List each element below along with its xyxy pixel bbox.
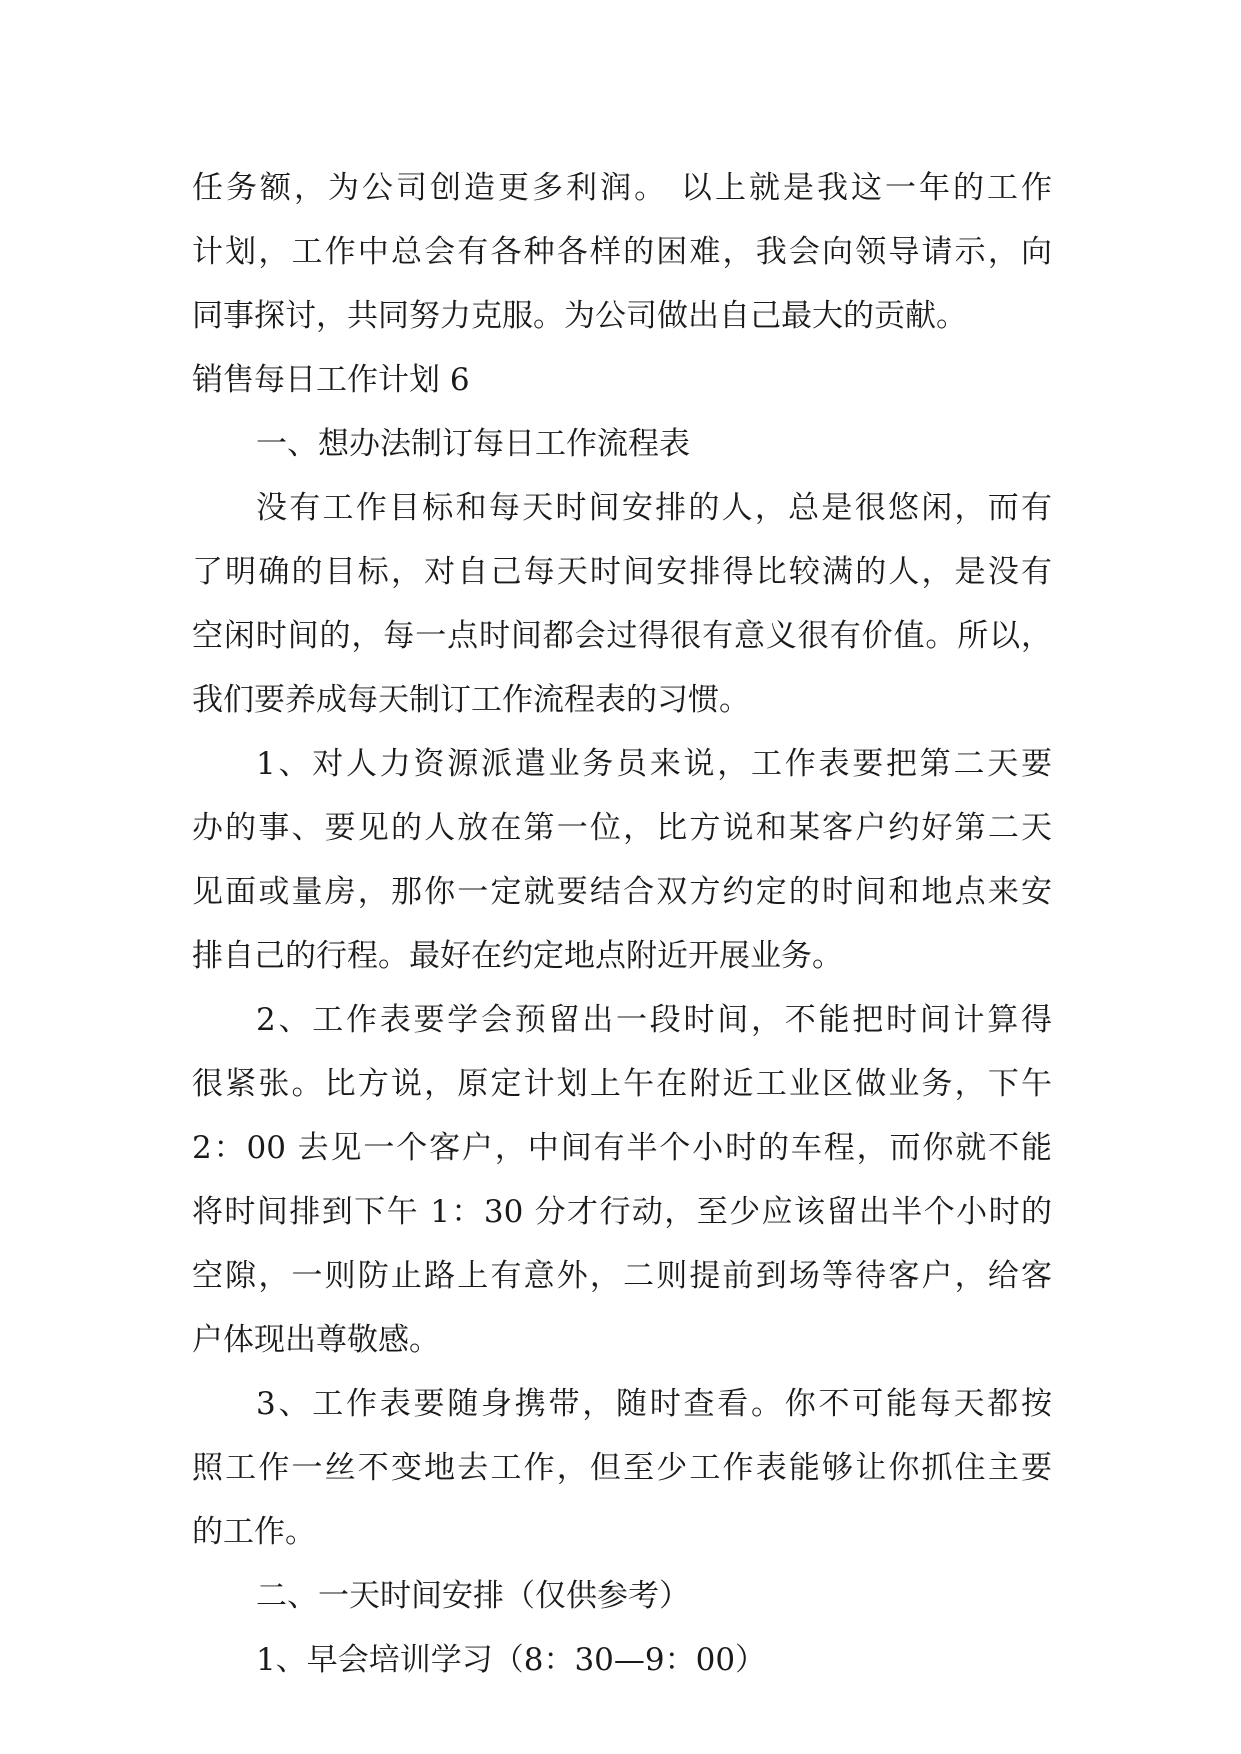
text-line: 见面或量房，那你一定就要结合双方约定的时间和地点来安 [192, 874, 1052, 910]
text-line: 排自己的行程。最好在约定地点附近开展业务。 [192, 938, 843, 974]
subheading: 一、想办法制订每日工作流程表 [256, 426, 690, 462]
text-line: 办的事、要见的人放在第一位，比方说和某客户约好第二天 [192, 810, 1052, 846]
text-line: 很紧张。比方说，原定计划上午在附近工业区做业务，下午 [192, 1066, 1052, 1102]
text-line: 2：00 去见一个客户，中间有半个小时的车程，而你就不能 [192, 1130, 1052, 1166]
document-body [192, 156, 1052, 1692]
text-line: 计划，工作中总会有各种各样的困难，我会向领导请示，向 [192, 234, 1052, 270]
text-line: 我们要养成每天制订工作流程表的习惯。 [192, 682, 750, 718]
text-line: 同事探讨，共同努力克服。为公司做出自己最大的贡献。 [192, 298, 967, 334]
text-line: 了明确的目标，对自己每天时间安排得比较满的人，是没有 [192, 554, 1052, 590]
text-line: 照工作一丝不变地去工作，但至少工作表能够让你抓住主要 [192, 1450, 1052, 1486]
text-line: 1、对人力资源派遣业务员来说，工作表要把第二天要 [256, 746, 1052, 782]
subheading: 二、一天时间安排（仅供参考） [256, 1578, 690, 1614]
text-line: 空隙，一则防止路上有意外，二则提前到场等待客户，给客 [192, 1258, 1052, 1294]
section-heading: 销售每日工作计划 6 [192, 362, 470, 398]
text-line: 的工作。 [192, 1514, 316, 1550]
text-line: 任务额，为公司创造更多利润。 以上就是我这一年的工作 [192, 170, 1052, 206]
text-line: 2、工作表要学会预留出一段时间，不能把时间计算得 [256, 1002, 1052, 1038]
text-line: 将时间排到下午 1：30 分才行动，至少应该留出半个小时的 [192, 1194, 1052, 1230]
text-line: 空闲时间的，每一点时间都会过得很有意义很有价值。所以， [192, 618, 1052, 654]
text-line: 户体现出尊敬感。 [192, 1322, 440, 1358]
text-line: 3、工作表要随身携带，随时查看。你不可能每天都按 [256, 1386, 1052, 1422]
list-item: 1、早会培训学习（8：30—9：00） [256, 1642, 767, 1678]
text-line: 没有工作目标和每天时间安排的人，总是很悠闲，而有 [256, 490, 1052, 526]
